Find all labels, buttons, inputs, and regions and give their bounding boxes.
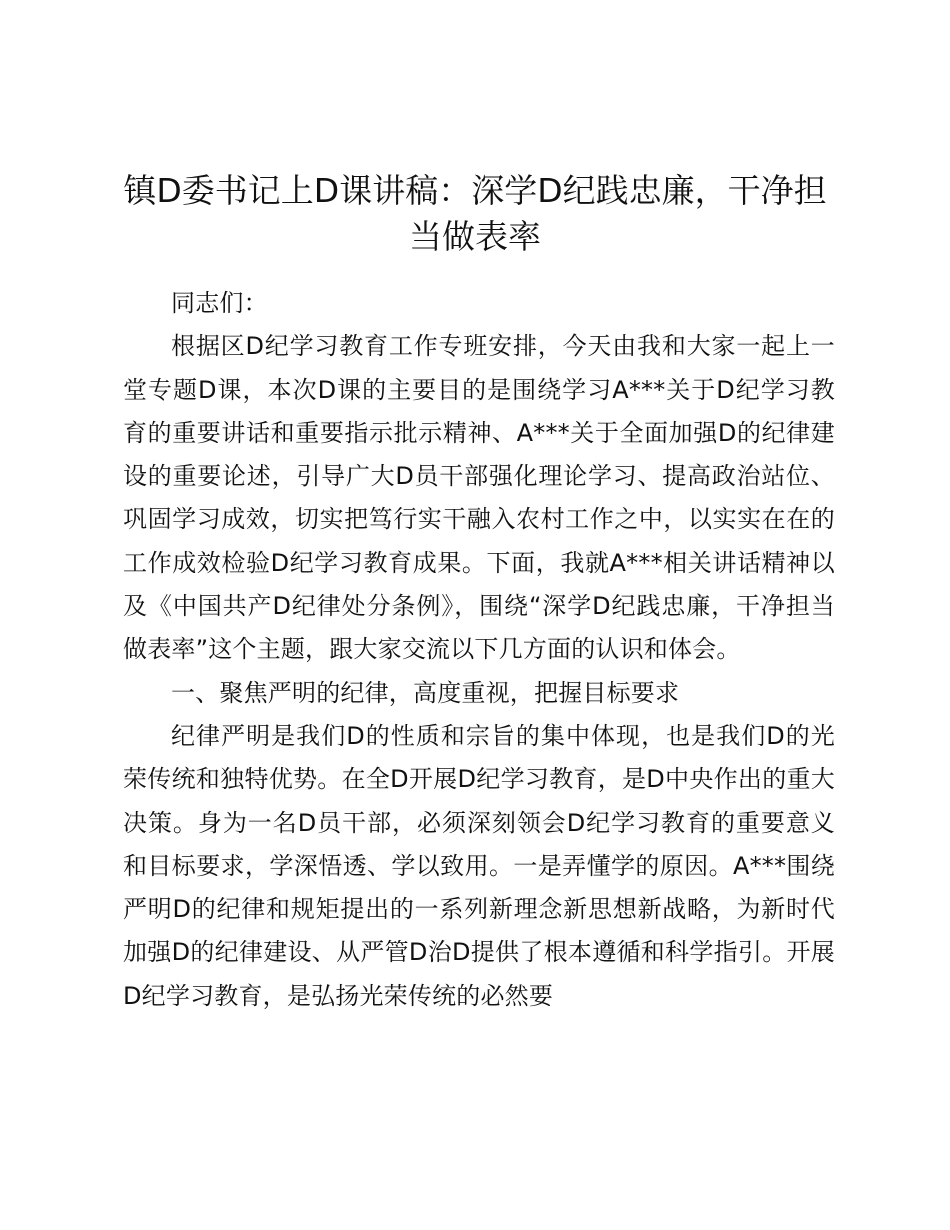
- document-title: 镇D委书记上D课讲稿：深学D纪践忠廉，干净担当做表率: [123, 171, 827, 256]
- section-heading: 一、聚焦严明的纪律，高度重视，把握目标要求: [171, 678, 680, 707]
- greeting-paragraph: 同志们：: [171, 289, 268, 317]
- section-paragraph: 纪律严明是我们D的性质和宗旨的集中体现，也是我们D的光荣传统和独特优势。在全D开展D纪学习教育，是D中央作出的重大决策。身为一名D员干部，必须深刻领会D纪学习教育的重要意义和目标要求，学深悟透、学以致用。一是弄懂学的原因。A***围绕严明D的纪律和规矩提出的一系列新理念新思想新战略，为新时代加强D的纪律建设、从严管D治D提供了根本遵循和科学指引。开展D纪学习教育，是弘扬光荣传统的必然要: [123, 721, 835, 1010]
- intro-paragraph: 根据区D纪学习教育工作专班安排，今天由我和大家一起上一堂专题D课，本次D课的主要目的是围绕学习A***关于D纪学习教育的重要讲话和重要指示批示精神、A***关于全面加强D的纪律建设的重要论述，引导广大D员干部强化理论学习、提高政治站位、巩固学习成效，切实把笃行实干融入农村工作之中，以实实在在的工作成效检验D纪学习教育成果。下面，我就A***相关讲话精神以及《中国共产D纪律处分条例》，围绕“深学D纪践忠廉，干净担当做表率”这个主题，跟大家交流以下几方面的认识和体会。: [123, 332, 835, 664]
- document-body: [123, 282, 835, 1018]
